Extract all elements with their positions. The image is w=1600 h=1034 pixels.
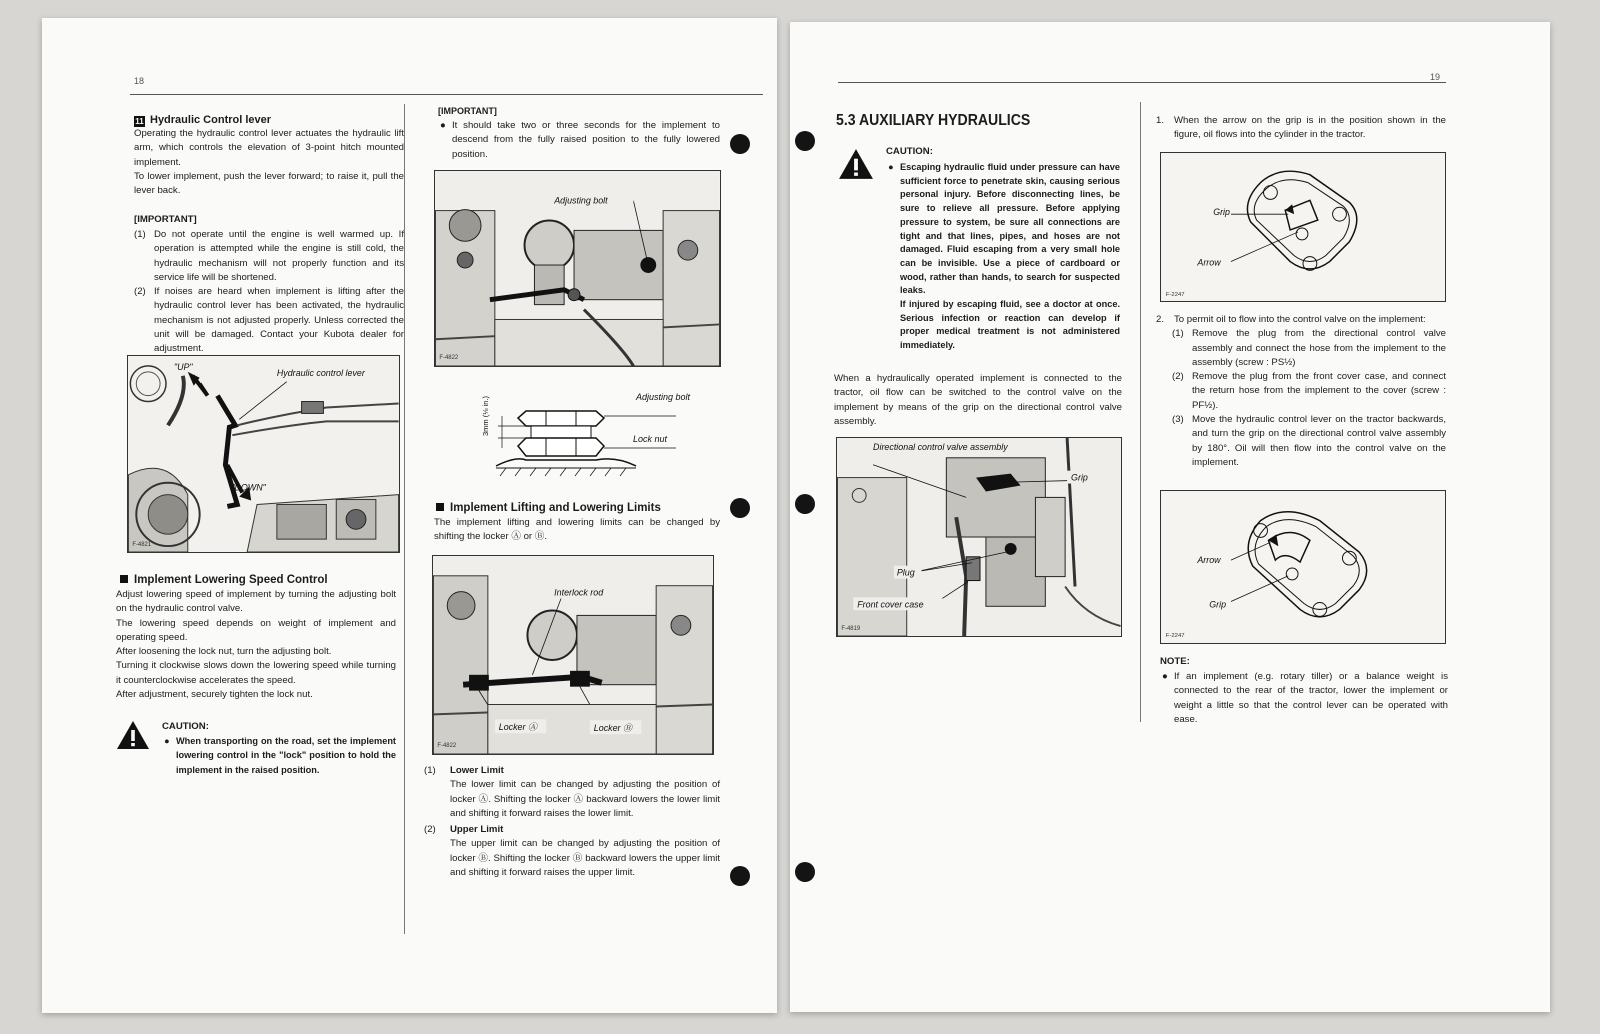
hydraulic-control-text [134, 127, 404, 198]
label-grip: Grip [1213, 207, 1230, 218]
item-text: To permit oil to flow into the control valve on the implement: [1174, 314, 1426, 325]
figure-adjusting-bolt [434, 170, 721, 367]
section-number-badge: 11 [135, 117, 144, 126]
figure-directional-valve [836, 437, 1122, 637]
warning-triangle-icon [116, 720, 150, 750]
note-heading: NOTE: [1160, 656, 1190, 667]
steps-list-2 [1156, 313, 1446, 470]
lowering-speed-title [120, 574, 328, 586]
figure-grip-position-2 [1160, 490, 1446, 644]
column-divider-left [404, 104, 405, 934]
binder-hole [730, 134, 750, 154]
label-lever: Hydraulic control lever [276, 367, 365, 378]
figure-code: F-4819 [841, 626, 861, 633]
limits-title-text: Implement Lifting and Lowering Limits [450, 502, 661, 514]
label-plug: Plug [896, 567, 915, 578]
section-title: 5.3 AUXILIARY HYDRAULICS [836, 112, 1031, 129]
item-text: When the arrow on the grip is in the position shown in the figure, oil flows into the cylinder in the tractor. [1174, 115, 1446, 141]
lever-illustration [128, 356, 399, 552]
label-arrow: Arrow [1197, 555, 1221, 566]
item-number: (2) [424, 824, 436, 836]
list-item [1156, 114, 1446, 143]
item-text: Do not operate until the engine is well warmed up. If operation is attempted while the engine is still cold, the hydraulic mechanism will not properly function and its service life will be shortened. [154, 229, 404, 283]
label-down: "DOWN" [231, 482, 266, 493]
lowering-speed-text [116, 588, 396, 702]
steps-list [1156, 114, 1446, 143]
label-adjusting-bolt: Adjusting bolt [554, 195, 608, 206]
binder-hole [795, 494, 815, 514]
list-item [1172, 413, 1446, 470]
figure-code: F-2247 [1165, 292, 1185, 299]
note-body: If an implement (e.g. rotary tiller) or a balance weight is connected to the rear of the tractor, lower the implement or weight a little so that the control lever can be operated with ease. [1174, 671, 1448, 725]
right-page [790, 22, 1550, 1012]
page-number-right: 19 [1430, 72, 1441, 82]
item-number: (1) [424, 765, 436, 776]
list-item [424, 764, 720, 821]
label-interlock-rod: Interlock rod [554, 587, 604, 598]
dimension-label: 3mm (⅛ in.) [481, 395, 490, 436]
item-text: Remove the plug from the directional control valve assembly and connect the hose from the implement to the assembly (screw : PS½) [1192, 328, 1446, 368]
list-item [424, 823, 720, 880]
paragraph: After loosening the lock nut, turn the adjusting bolt. [116, 646, 332, 658]
auxiliary-intro: When a hydraulically operated implement is connected to the tractor, oil flow can be switched to the control valve on the implement by means of the grip on the directional control valve assembly. [834, 373, 1122, 427]
label-locker-b: Locker Ⓑ [593, 723, 632, 734]
header-rule-left [130, 94, 763, 95]
list-item [1172, 370, 1446, 413]
label-locker-a: Locker Ⓐ [498, 722, 537, 733]
paragraph: To lower implement, push the lever forward; to raise it, pull the lever back. [134, 170, 404, 197]
paragraph: Turning it clockwise slows down the lowering speed while turning it counterclockwise accelerates the speed. [116, 660, 396, 686]
caution-body: When transporting on the road, set the implement lowering control in the "lock" position to hold the implement in the raised position. [176, 736, 396, 775]
paragraph: After adjustment, securely tighten the lock nut. [116, 689, 313, 701]
label-up: "UP" [173, 361, 193, 372]
interlock-rod-illustration [433, 556, 713, 754]
list-item [134, 285, 404, 356]
label-grip: Grip [1209, 599, 1227, 610]
figure-code: F-2247 [1165, 633, 1185, 640]
column-divider-right [1140, 102, 1141, 722]
binder-hole [795, 131, 815, 151]
label-adjusting-bolt-2: Adjusting bolt [636, 392, 691, 402]
label-directional-valve: Directional control valve assembly [873, 441, 1008, 452]
binder-hole [795, 862, 815, 882]
caution-text-right: ● Escaping hydraulic fluid under pressure can have sufficient force to penetrate skin, causing serious personal injury. Before disconnecting lines, be sure to relieve all pressure. Before applying pressure to system, be sure all connections are tight and that lines, pipes, and hoses are not damaged. Fluid escaping from a very small hole can be invisible. Use a piece of cardboard or wood, rather than hands, to search for suspected leaks. If injured by escaping fluid, see a doctor at once. Serious infection or reaction can develop if proper medical treatment is not administered immediately. [888, 162, 1120, 351]
grip-diagram-1 [1161, 153, 1445, 301]
limits-list [424, 764, 720, 880]
figure-code: F-4822 [437, 743, 457, 750]
item-title: Lower Limit [450, 765, 504, 776]
list-item [134, 228, 404, 285]
figure-code: F-4822 [439, 355, 459, 362]
list-item [1156, 313, 1446, 327]
substeps [1172, 327, 1446, 470]
figure-hydraulic-lever [127, 355, 400, 553]
caution-heading-right: CAUTION: [886, 146, 933, 157]
caution-heading-left: CAUTION: [162, 721, 209, 732]
limits-intro: The implement lifting and lowering limits can be changed by shifting the locker Ⓐ or Ⓑ. [434, 517, 720, 543]
important-text-right: ● It should take two or three seconds for the implement to descend from the fully raised position to the fully lowered position. [440, 119, 720, 162]
note-text: ● If an implement (e.g. rotary tiller) or a balance weight is connected to the rear of the tractor, lower the implement or weight a little so that the control lever can be operated with ease. [1162, 670, 1448, 727]
caution-text-left: ● When transporting on the road, set the implement lowering control in the "lock" position to hold the implement in the raised position. [164, 734, 396, 777]
item-number: 1. [1156, 115, 1165, 126]
label-front-cover-case: Front cover case [857, 599, 924, 610]
item-text: Move the hydraulic control lever on the tractor backwards, and turn the grip on the directional control valve assembly by 180°. Oil will then flow into the control valve on the implement. [1192, 414, 1446, 468]
item-number: (2) [134, 286, 146, 298]
grip-diagram-2 [1161, 491, 1445, 643]
figure-lock-nut [476, 376, 716, 486]
important-list-left [134, 228, 404, 357]
warning-triangle-icon [838, 148, 874, 180]
list-item [1172, 327, 1446, 370]
item-number: (3) [1172, 414, 1184, 426]
item-number: 2. [1156, 314, 1165, 325]
binder-hole [730, 498, 750, 518]
important-body: It should take two or three seconds for the implement to descend from the fully raised position to the fully lowered position. [452, 120, 720, 160]
item-number: (2) [1172, 371, 1184, 383]
binder-hole [730, 866, 750, 886]
figure-grip-position-1 [1160, 152, 1446, 302]
caution-icon-left [116, 720, 150, 755]
caution-paragraph: If injured by escaping fluid, see a doctor at once. Serious infection or reaction can develop if proper medical treatment is not administered immediately. [900, 299, 1120, 351]
important-heading-left: [IMPORTANT] [134, 214, 197, 225]
adjusting-bolt-illustration [435, 171, 720, 366]
item-title: Upper Limit [450, 824, 504, 836]
hydraulic-control-title [134, 114, 271, 127]
header-rule-right [838, 82, 1446, 83]
paragraph: Operating the hydraulic control lever actuates the hydraulic lift arm, which controls the elevation of 3-point hitch mounted implement. [134, 128, 404, 168]
left-page [42, 18, 777, 1013]
item-number: (1) [1172, 328, 1184, 340]
figure-code: F-4821 [132, 542, 152, 549]
item-number: (1) [134, 229, 146, 240]
page-number-left: 18 [134, 76, 145, 86]
caution-paragraph: Escaping hydraulic fluid under pressure can have sufficient force to penetrate skin, causing serious personal injury. Before disconnecting lines, be sure to relieve all pressure. Before applying pressure to system, be sure all connections are tight and that lines, pipes, and hoses are not damaged. Fluid escaping from a very small hole can be invisible. Use a piece of cardboard or wood, rather than hands, to search for suspected leaks. [900, 162, 1120, 296]
important-heading-right: [IMPORTANT] [438, 106, 497, 116]
label-arrow: Arrow [1197, 257, 1221, 268]
item-text: Remove the plug from the front cover case, and connect the return hose from the implement to the cover (screw : PF½). [1192, 371, 1446, 411]
lowering-speed-title-text: Implement Lowering Speed Control [134, 574, 328, 586]
item-text: The upper limit can be changed by adjusting the position of locker Ⓑ. Shifting the locker Ⓑ backward lowers the upper limit and shifting it forward raises the upper limit. [450, 838, 720, 879]
label-lock-nut: Lock nut [633, 434, 668, 444]
figure-interlock-rod [432, 555, 714, 755]
lock-nut-diagram [476, 376, 716, 486]
directional-valve-illustration [837, 438, 1121, 636]
caution-icon-right [838, 148, 874, 185]
item-text: If noises are heard when implement is lifting after the hydraulic control lever has been activated, the hydraulic mechanism is not adjusted properly. Unless corrected the unit will be damaged. Contact your Kubota dealer for adjustment. [154, 286, 404, 355]
label-grip: Grip [1071, 472, 1088, 483]
paragraph: Adjust lowering speed of implement by turning the adjusting bolt on the hydraulic control valve. [116, 589, 396, 615]
limits-title [436, 502, 661, 514]
item-text: The lower limit can be changed by adjusting the position of locker Ⓐ. Shifting the locker Ⓐ backward lowers the lower limit and shifting it forward raises the lower limit. [450, 779, 720, 819]
paragraph: The lowering speed depends on weight of implement and operating speed. [116, 617, 396, 643]
hydraulic-control-title-text: Hydraulic Control lever [150, 114, 272, 126]
